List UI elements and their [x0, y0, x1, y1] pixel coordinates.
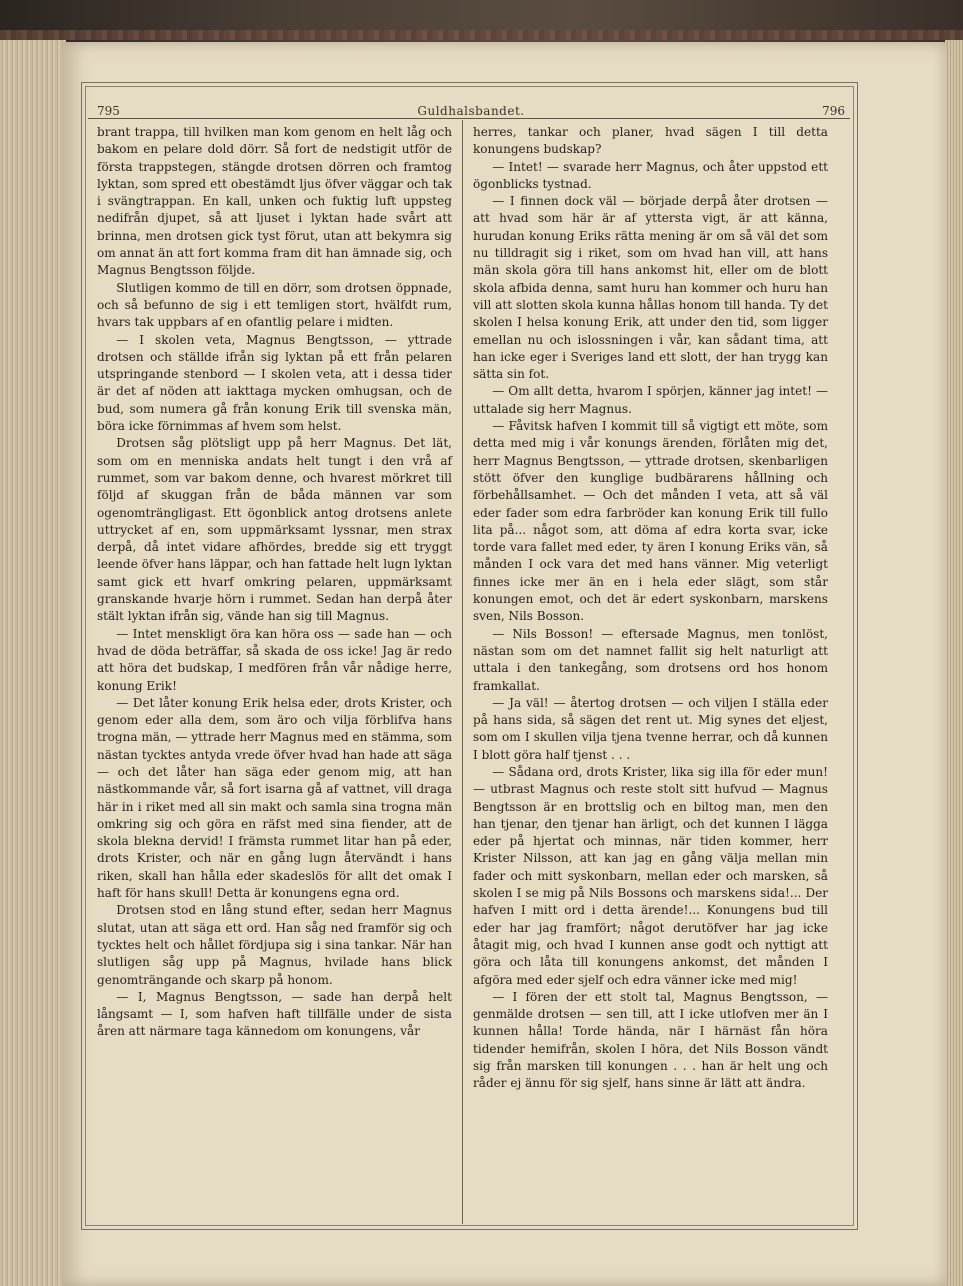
- paragraph: — Det låter konung Erik helsa eder, drots Krister, och genom eder alla dem, som äro och vilja förblifva hans trogna män, — yttrade herr Magnus med en stämma, som nästan tycktes antyda vrede öfver hvad han hade att säga — och det låter han säga eder genom mig, att han nästkommande vår, så fort isarna gå af vattnet, vill draga här in i riket med all sin makt och samla sina trogna män omkring sig och göra en räfst med sina fiender, att de skola blekna dervid! I främsta rummet litar han på eder, drots Krister, och när en gång lugn återvändt i hans riken, skall han hålla eder skadeslös för allt det omak I haft för hans skull! Detta är konungens egna ord.: [97, 695, 452, 901]
- paragraph: — Intet menskligt öra kan höra oss — sade han — och hvad de döda beträffar, så skada de oss icke! Jag är redo att höra det budskap, I medfören från vår nådige herre, konung Erik!: [97, 626, 452, 693]
- paragraph: — Ja väl! — återtog drotsen — och viljen I ställa eder på hans sida, så sägen det rent ut. Mig synes det eljest, som om I skullen vilja tjena tvenne herrar, och då kunnen I blott göra half tjenst . . .: [473, 695, 828, 762]
- paragraph: — I finnen dock väl — började derpå åter drotsen — att hvad som här är af yttersta vigt, är att känna, hurudan konung Eriks rätta mening är om så väl det som nu tilldragit sig i riket, som om hvad han vill, att hans män skola göra till hans ankomst hit, eller om de blott skola afbida denna, samt huru han kommer och huru han vill att slotten skola kunna hållas honom till handa. Ty det skolen I helsa konung Erik, att under den tid, som ligger emellan nu och islossningen i vår, kan sådant tima, att han icke eger i Sveriges land ett slott, der han trygg kan sätta sin fot.: [473, 194, 828, 382]
- paragraph: Drotsen såg plötsligt upp på herr Magnus. Det lät, som om en menniska andats helt tungt i den vrå af rummet, som var bakom denne, och hvarest mörkret till följd af skuggan från de båda männen var som ogenomträngligast. Ett ögonblick antog drotsens anlete uttrycket af en, som uppmärksamt lyssnar, men strax derpå, då intet vidare afhördes, bredde sig ett tryggt leende öfver hans läppar, och han fattade helt lugn lyktan samt gick ett hvarf omkring pelaren, uppmärksamt granskande hvarje hörn i rummet. Sedan han derpå åter stält lyktan ifrån sig, vände han sig till Magnus.: [97, 436, 452, 624]
- cover-decoration-strip: [0, 30, 963, 40]
- running-title: Guldhalsbandet.: [417, 104, 525, 118]
- page-number-left: 795: [97, 104, 120, 118]
- paragraph: Drotsen stod en lång stund efter, sedan herr Magnus slutat, utan att säga ett ord. Han såg ned framför sig och tycktes helt och hållet fördjupa sig i sina tankar. När han slutligen såg upp på Magnus, hvilade hans blick genomträngande och skarp på honom.: [97, 903, 452, 987]
- paragraph: Slutligen kommo de till en dörr, som drotsen öppnade, och så befunno de sig i ett temligen stort, hvälfdt rum, hvars tak uppbars af en ofantlig pelare i midten.: [97, 280, 452, 330]
- running-header: [97, 100, 845, 120]
- paragraph: — Nils Bosson! — eftersade Magnus, men tonlöst, nästan som om det namnet fallit sig helt naturligt att uttala i den tankegång, som drotsens ord hos honom framkallat.: [473, 626, 828, 693]
- paragraph: — I fören der ett stolt tal, Magnus Bengtsson, — genmälde drotsen — sen till, att I icke utlofven mer än I kunnen hålla! Torde hända, när I härnäst fån höra tidender hemifrån, skolen I höra, det Nils Bosson vändt sig från marsken till konungen . . . han är helt ung och råder ej ännu för sig sjelf, hans sinne är lätt att ändra.: [473, 989, 828, 1091]
- paragraph: — Om allt detta, hvarom I spörjen, känner jag intet! — uttalade sig herr Magnus.: [473, 384, 828, 416]
- left-column: [97, 124, 452, 1041]
- header-rule: [88, 118, 850, 119]
- page-number-right: 796: [822, 104, 845, 118]
- page-edges-right: [945, 40, 963, 1286]
- paragraph: — Fåvitsk hafven I kommit till så vigtigt ett möte, som detta med mig i vår konungs ärenden, förlåten mig det, herr Magnus Bengtsson, — yttrade drotsen, skenbarligen stött öfver den kunglige budbärarens hållning och förbehållsamhet. — Och det månden I veta, att så väl eder fader som edra farbröder kan konung Erik till fullo lita på... något som, att döma af edra korta svar, icke torde vara fallet med eder, ty ären I konung Eriks vän, så månden I ock vara det med hans vänner. Mig veterligt finnes icke mer än en i hela eder slägt, som står konungen emot, och det är edert syskonbarn, marskens sven, Nils Bosson.: [473, 419, 828, 624]
- paragraph: herres, tankar och planer, hvad sägen I till detta konungens budskap?: [473, 125, 828, 157]
- paragraph: — Intet! — svarade herr Magnus, och åter uppstod ett ögonblicks tystnad.: [473, 159, 828, 191]
- page-edges-left: [0, 40, 66, 1286]
- paragraph: brant trappa, till hvilken man kom genom en helt låg och bakom en pelare dold dörr. Så fort de nedstigit utför de första trappstegen, stängde drotsen dörren och framtog lyktan, som spred ett obestämdt ljus öfver väggar och tak i svängtrappan. En kall, unken och fuktig luft uppsteg nedifrån djupet, så att ljuset i lyktan hade svårt att brinna, men drotsen gick tyst förut, utan att bekymra sig om annat än att fort komma fram dit han ämnade sig, och Magnus Bengtsson följde.: [97, 125, 452, 278]
- column-divider: [462, 120, 463, 1224]
- paragraph: — Sådana ord, drots Krister, lika sig illa för eder mun! — utbrast Magnus och reste stolt sitt hufvud — Magnus Bengtsson är en brottslig och en biltog man, men den han tjenar, den tjenar han ärligt, och det kunnen I lägga eder på hjertat och minnas, när tiden kommer, herr Krister Nilsson, att kan jag en gång välja mellan min fader och mitt syskonbarn, mellan eder och marsken, så skolen I se mig på Nils Bossons och marskens sida!... Der hafven I mitt ord i detta ärende!... Konungens bud till eder har jag framfört; något derutöfver har jag icke åtagit mig, och hvad I kunnen anse godt och nyttigt att göra och låta till konungens ankomst, det månden I afgöra med eder sjelf och edra vänner icke med mig!: [473, 764, 828, 987]
- right-column: [473, 124, 828, 1093]
- paragraph: — I skolen veta, Magnus Bengtsson, — yttrade drotsen och ställde ifrån sig lyktan på ett från pelaren utspringande stenbord — I skolen veta, att i dessa tider är det af nöden att iakttaga mycken omhugsan, och de bud, som numera gå från konung Erik till svenska män, böra icke förnimmas af hvem som helst.: [97, 332, 452, 434]
- paragraph: — I, Magnus Bengtsson, — sade han derpå helt långsamt — I, som hafven haft tillfälle under de sista åren att närmare taga kännedom om konungens, vår: [97, 989, 452, 1039]
